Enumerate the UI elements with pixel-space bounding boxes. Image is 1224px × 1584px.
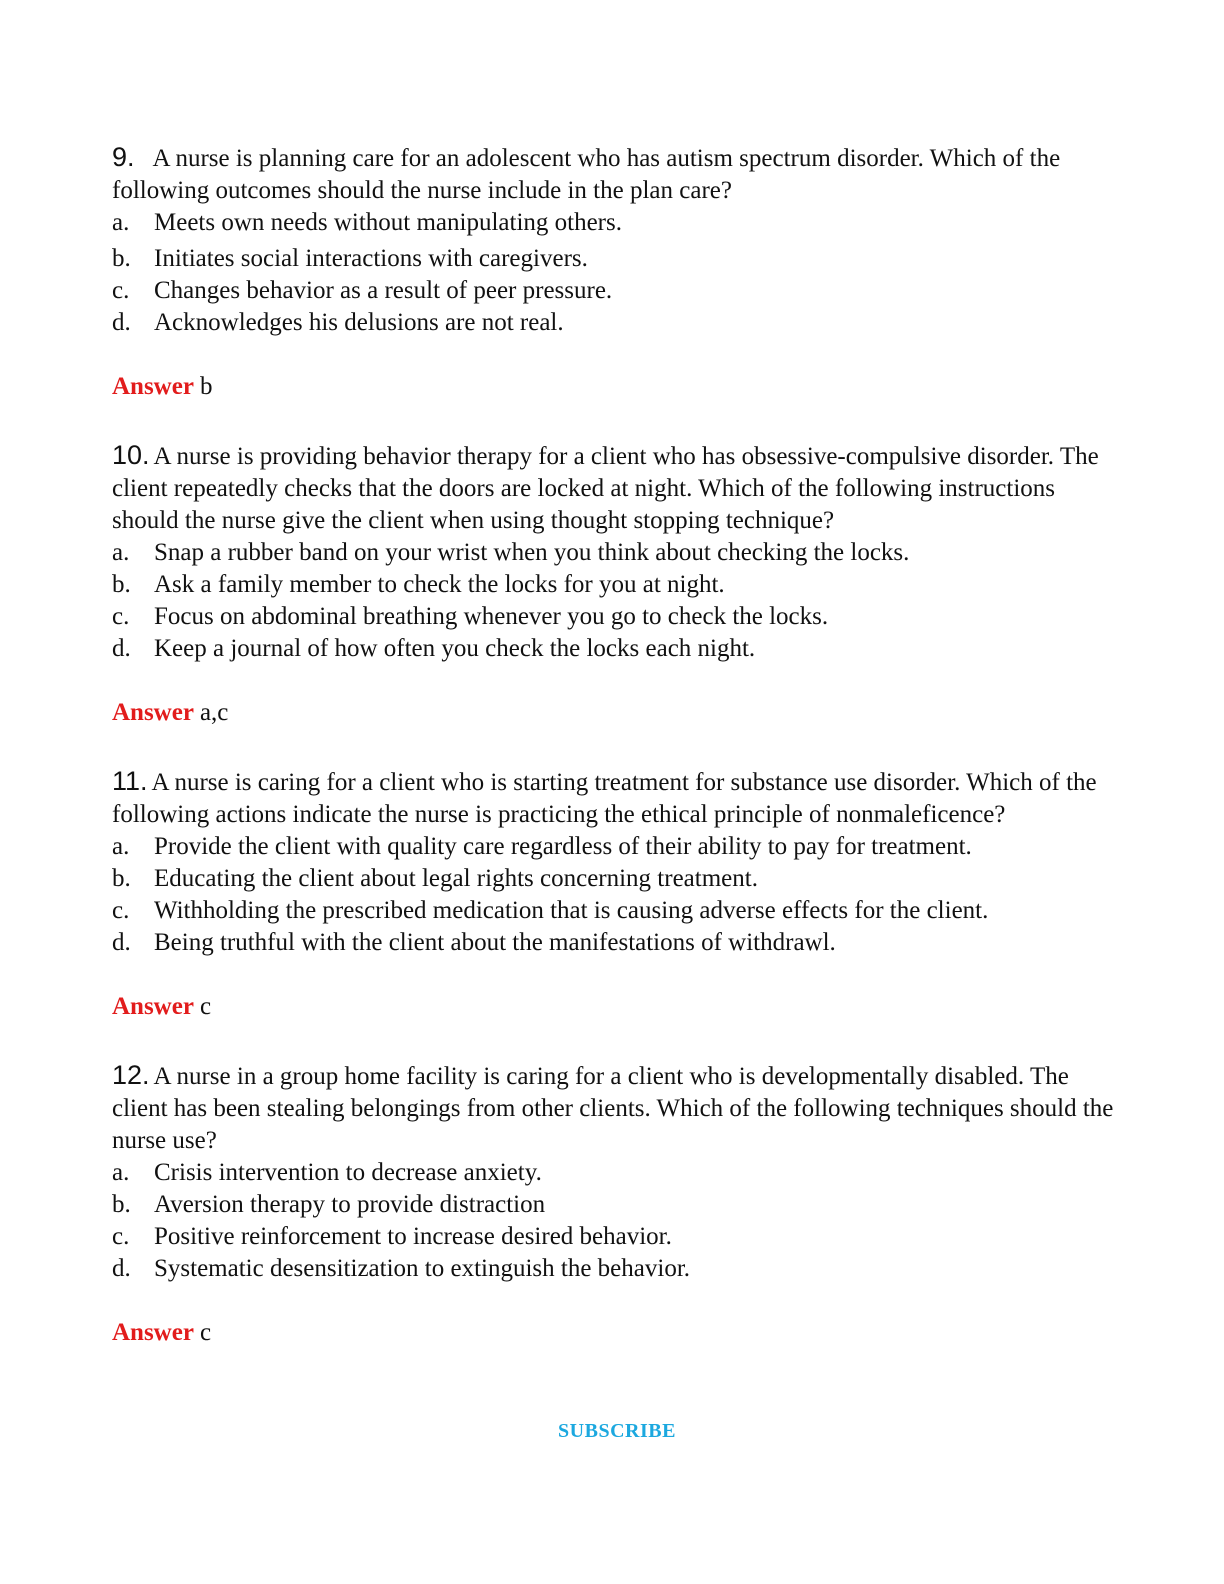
- option-list: [112, 537, 1122, 665]
- question-stem: [112, 141, 1122, 207]
- option-letter: b.: [112, 865, 131, 892]
- option-text: Aversion therapy to provide distraction: [154, 1191, 546, 1218]
- option-letter: c.: [112, 277, 130, 304]
- question-number: 9.: [112, 142, 135, 172]
- option-text: Focus on abdominal breathing whenever you go to check the locks.: [154, 603, 829, 630]
- question-number: 12.: [112, 1060, 150, 1090]
- option-text: Ask a family member to check the locks for you at night.: [154, 571, 725, 598]
- option-text: Keep a journal of how often you check the locks each night.: [154, 635, 756, 662]
- option-d: [112, 927, 1122, 959]
- answer-value: c: [199, 1319, 212, 1346]
- answer-line: [112, 1317, 1122, 1349]
- option-text: Changes behavior as a result of peer pressure.: [154, 277, 613, 304]
- option-letter: b.: [112, 245, 131, 272]
- option-letter: d.: [112, 1255, 131, 1282]
- question-stem: [112, 765, 1122, 831]
- option-letter: b.: [112, 571, 131, 598]
- option-c: [112, 895, 1122, 927]
- question-number: 10.: [112, 440, 150, 470]
- option-a: [112, 1157, 1122, 1189]
- answer-label: Answer: [112, 993, 194, 1020]
- answer-line: [112, 371, 1122, 403]
- option-letter: b.: [112, 1191, 131, 1218]
- option-c: [112, 275, 1122, 307]
- option-text: Snap a rubber band on your wrist when you think about checking the locks.: [154, 539, 910, 566]
- option-letter: a.: [112, 833, 130, 860]
- option-text: Initiates social interactions with caregivers.: [154, 245, 588, 272]
- answer-label: Answer: [112, 699, 194, 726]
- answer-value: a,c: [199, 699, 229, 726]
- option-letter: d.: [112, 309, 131, 336]
- question-stem: [112, 1059, 1122, 1157]
- question-text: A nurse is planning care for an adolescent who has autism spectrum disorder. Which of the following outcomes should the nurse include in the plan care?: [112, 145, 1061, 204]
- question-number: 11.: [112, 766, 148, 796]
- option-b: [112, 569, 1122, 601]
- option-text: Crisis intervention to decrease anxiety.: [154, 1159, 542, 1186]
- option-a: [112, 831, 1122, 863]
- option-d: [112, 307, 1122, 339]
- answer-label: Answer: [112, 1319, 194, 1346]
- question-9: [112, 141, 1122, 403]
- question-12: [112, 1059, 1122, 1349]
- option-list: [112, 1157, 1122, 1285]
- option-letter: d.: [112, 635, 131, 662]
- question-10: [112, 439, 1122, 729]
- answer-value: b: [199, 373, 213, 400]
- option-letter: c.: [112, 1223, 130, 1250]
- option-letter: a.: [112, 1159, 130, 1186]
- subscribe-link[interactable]: SUBSCRIBE: [558, 1420, 676, 1442]
- question-text: A nurse in a group home facility is caring for a client who is developmentally disabled. The client has been stealing belongings from other clients. Which of the following techniques should the nurse use?: [112, 1063, 1114, 1154]
- option-d: [112, 1253, 1122, 1285]
- option-text: Educating the client about legal rights concerning treatment.: [154, 865, 758, 892]
- option-c: [112, 1221, 1122, 1253]
- answer-line: [112, 697, 1122, 729]
- option-text: Meets own needs without manipulating others.: [154, 209, 622, 236]
- document-page: [112, 141, 1122, 1349]
- option-list: [112, 207, 1122, 339]
- option-list: [112, 831, 1122, 959]
- option-text: Systematic desensitization to extinguish the behavior.: [154, 1255, 691, 1282]
- option-text: Acknowledges his delusions are not real.: [154, 309, 564, 336]
- option-letter: a.: [112, 209, 130, 236]
- option-letter: d.: [112, 929, 131, 956]
- answer-value: c: [199, 993, 212, 1020]
- option-text: Provide the client with quality care regardless of their ability to pay for treatment.: [154, 833, 972, 860]
- option-letter: a.: [112, 539, 130, 566]
- option-text: Being truthful with the client about the manifestations of withdrawl.: [154, 929, 836, 956]
- option-text: Positive reinforcement to increase desired behavior.: [154, 1223, 672, 1250]
- option-letter: c.: [112, 897, 130, 924]
- answer-line: [112, 991, 1122, 1023]
- option-d: [112, 633, 1122, 665]
- option-letter: c.: [112, 603, 130, 630]
- option-a: [112, 537, 1122, 569]
- option-c: [112, 601, 1122, 633]
- question-stem: [112, 439, 1122, 537]
- option-a: [112, 207, 1122, 239]
- option-b: [112, 863, 1122, 895]
- option-b: [112, 243, 1122, 275]
- option-text: Withholding the prescribed medication that is causing adverse effects for the client.: [154, 897, 989, 924]
- question-text: A nurse is providing behavior therapy for a client who has obsessive-compulsive disorder. The client repeatedly checks that the doors are locked at night. Which of the following instructions should the nurse give the client when using thought stopping technique?: [112, 443, 1099, 534]
- question-11: [112, 765, 1122, 1023]
- option-b: [112, 1189, 1122, 1221]
- question-text: A nurse is caring for a client who is starting treatment for substance use disorder. Which of the following actions indicate the nurse is practicing the ethical principle of nonmaleficence?: [112, 769, 1097, 828]
- answer-label: Answer: [112, 373, 194, 400]
